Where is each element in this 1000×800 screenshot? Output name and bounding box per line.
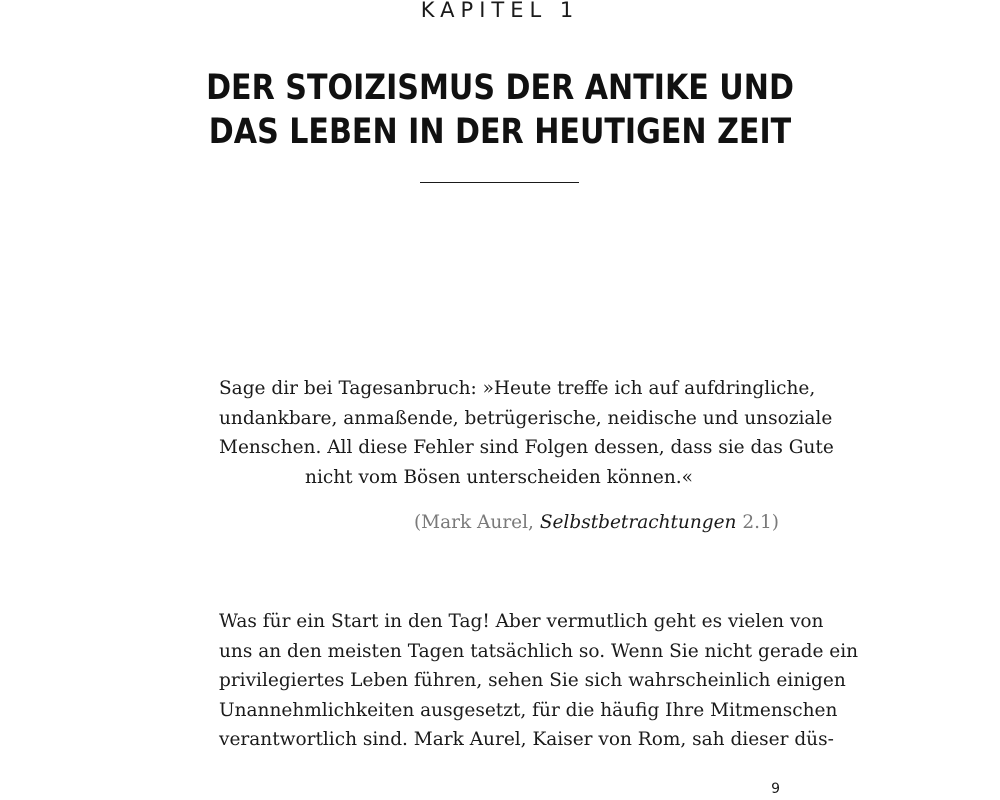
title-divider (420, 182, 579, 183)
body-line: uns an den meisten Tagen tatsächlich so. Wenn Sie nicht gerade ein (219, 640, 859, 662)
page-number: 9 (771, 781, 780, 797)
chapter-title-line: DER STOIZISMUS DER ANTIKE UND (206, 68, 794, 108)
body-line: Was für ein Start in den Tag! Aber vermutlich geht es vielen von (219, 611, 824, 632)
chapter-title-line: DAS LEBEN IN DER HEUTIGEN ZEIT (208, 112, 792, 152)
epigraph-line: Sage dir bei Tagesanbruch: »Heute treffe ich auf aufdringliche, (219, 378, 816, 399)
body-line: Unannehmlichkeiten ausgesetzt, für die häufig Ihre Mitmenschen (219, 699, 838, 721)
epigraph-quote (219, 374, 834, 492)
body-paragraph (219, 607, 859, 755)
attribution-suffix: 2.1) (736, 512, 779, 533)
epigraph-line: nicht vom Bösen unterscheiden können.« (305, 466, 693, 488)
body-line: privilegiertes Leben führen, sehen Sie sich wahrscheinlich einigen (219, 670, 846, 691)
body-line: verantwortlich sind. Mark Aurel, Kaiser von Rom, sah dieser düs- (219, 729, 834, 750)
chapter-label: KAPITEL 1 (420, 0, 580, 22)
epigraph (219, 374, 834, 537)
epigraph-line: Menschen. All diese Fehler sind Folgen dessen, dass sie das Gute (219, 437, 834, 458)
epigraph-line: undankbare, anmaßende, betrügerische, neidische und unsoziale (219, 407, 833, 429)
attribution-prefix: (Mark Aurel, (413, 512, 540, 533)
epigraph-attribution (219, 508, 779, 537)
chapter-title (70, 66, 930, 154)
attribution-work-title: Selbstbetrachtungen (539, 512, 737, 533)
